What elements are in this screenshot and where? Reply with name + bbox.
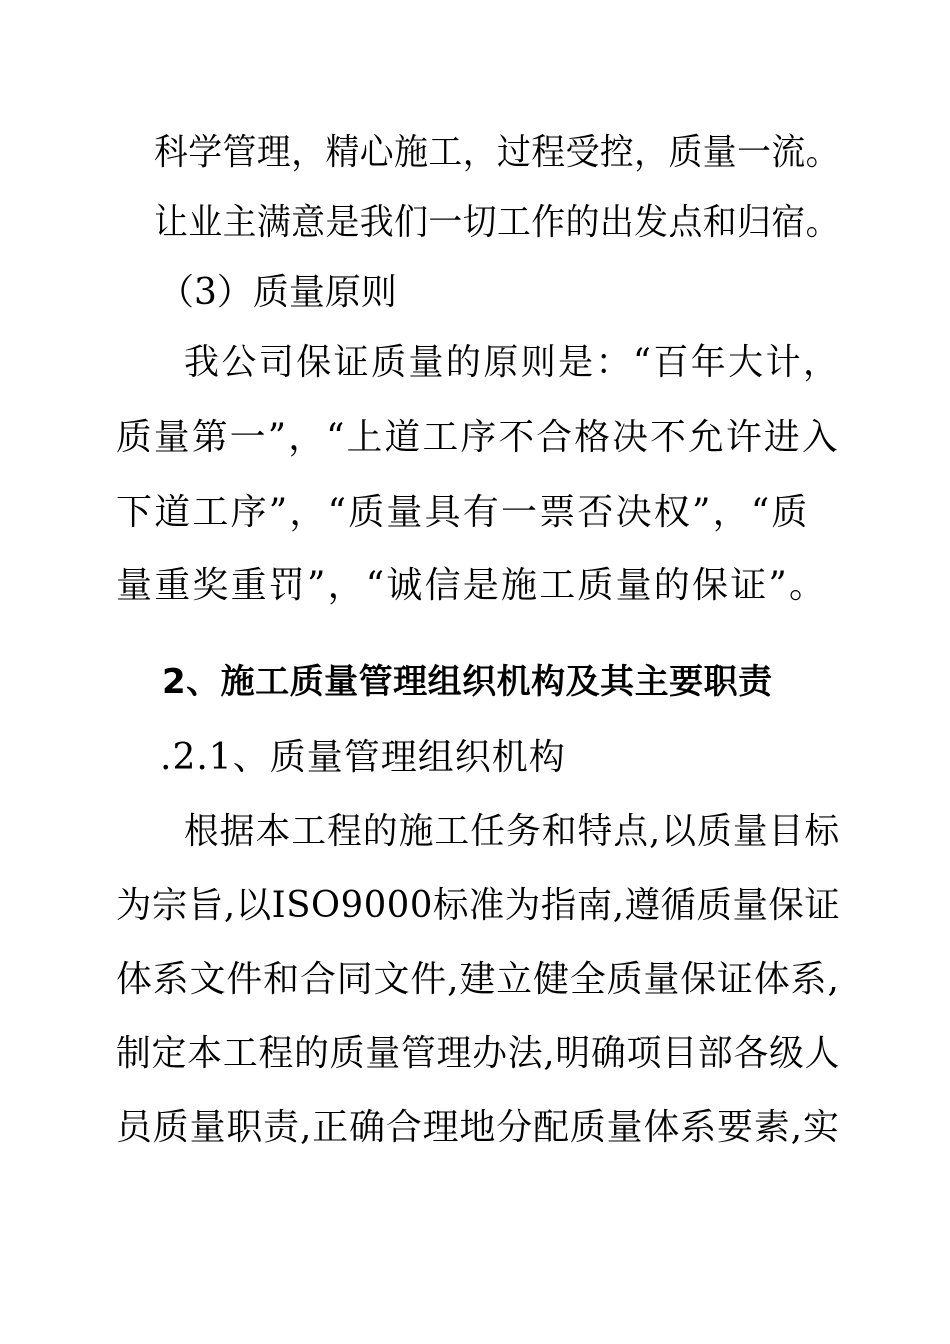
body-line-4: 制定本工程的质量管理办法,明确项目部各级人: [116, 1033, 841, 1074]
text-line-6: 下道工序”，“质量具有一票否决权”，“质: [116, 492, 810, 533]
body-line-5: 员质量职责,正确合理地分配质量体系要素,实: [116, 1107, 840, 1148]
text-line-2: 让业主满意是我们一切工作的出发点和归宿。: [154, 202, 840, 243]
body-line-2: 为宗旨,以ISO9000标准为指南,遵循质量保证: [116, 885, 841, 926]
subsection-heading: .2.1、质量管理组织机构: [160, 737, 566, 778]
text-line-1: 科学管理，精心施工，过程受控，质量一流。: [154, 132, 840, 173]
text-line-4: 我公司保证质量的原则是：“百年大计，: [184, 342, 841, 383]
text-line-7: 量重奖重罚”，“诚信是施工质量的保证”。: [116, 565, 828, 606]
body-line-3: 体系文件和合同文件,建立健全质量保证体系,: [116, 959, 840, 1000]
body-line-1: 根据本工程的施工任务和特点,以质量目标: [184, 811, 841, 852]
text-line-5: 质量第一”，“上道工序不合格决不允许进入: [116, 417, 840, 458]
subheading-quality-principle: （3）质量原则: [158, 272, 397, 313]
section-heading: 2、施工质量管理组织机构及其主要职责: [162, 662, 773, 702]
